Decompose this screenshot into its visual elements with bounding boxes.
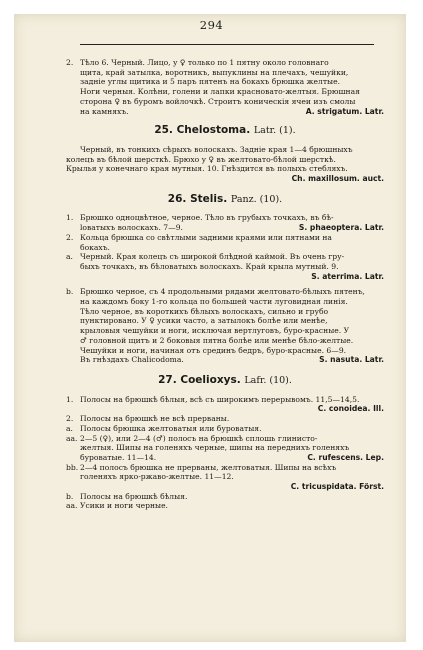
text-line: Въ гнѣздахъ Chalicodoma. bbox=[80, 355, 184, 365]
entry-coelioxys-a bbox=[66, 424, 384, 434]
section-heading-stelis bbox=[66, 192, 384, 205]
entry-number: 1. bbox=[66, 213, 74, 223]
genus-authority: Latr. (1). bbox=[253, 125, 296, 137]
entry-number: aa. bbox=[66, 433, 78, 443]
genus-authority: Panz. (10). bbox=[230, 193, 283, 205]
entry-stelis-2 bbox=[66, 233, 384, 252]
text-line: loватыхъ волоскахъ. 7—9. bbox=[80, 223, 183, 233]
section-number: 26. bbox=[167, 192, 187, 205]
entry-stelis-1 bbox=[66, 213, 384, 232]
text-line: на камняхъ. bbox=[80, 106, 129, 116]
text-line: Полосы на брюшкѣ не всѣ прерваны. bbox=[80, 414, 230, 424]
text-line: Кольца брюшка со свѣтлыми задними краями или пятнами на bbox=[80, 232, 332, 242]
entry-coelioxys-bb bbox=[66, 463, 384, 492]
text-line: Черный, въ тонкихъ сѣрыхъ волоскахъ. Заднiе края 1—4 брюшныхъ bbox=[80, 144, 353, 154]
header-rule bbox=[80, 44, 374, 45]
page-content bbox=[66, 58, 384, 511]
text-line: 2—5 (♀), или 2—4 (♂) полосъ на брюшкѣ сплошь глинисто- bbox=[80, 433, 318, 443]
text-line: Брюшко одноцвѣтное, черное. Тѣло въ грубыхъ точкахъ, въ бѣ- bbox=[80, 213, 334, 223]
entry-number: a. bbox=[66, 252, 73, 262]
text-line: Черный. Края колецъ съ широкой блѣдной каймой. Въ очень гру- bbox=[80, 252, 345, 262]
entry-stelis-a bbox=[66, 252, 384, 281]
text-line: буроватые. 11—14. bbox=[80, 452, 157, 462]
entry-number: a. bbox=[66, 423, 73, 433]
text-line: Крылья у конечнаго края мутныя. 10. Гнѣздится въ полыхъ стебляхъ. bbox=[66, 164, 348, 174]
text-line: на каждомъ боку 1-го кольца по большей части луговидная линiя. bbox=[80, 297, 348, 307]
text-line: пунктировано. У ♀ усики часто, а затылокъ болѣе или менѣе, bbox=[80, 316, 328, 326]
genus-name: Chelostoma. bbox=[176, 124, 251, 137]
text-line: Чешуйки и ноги, начиная отъ срединъ бедръ, буро-красные. 6—9. bbox=[80, 345, 347, 355]
species-name: S. aterrima. Latr. bbox=[311, 271, 384, 281]
text-line: крыловыя чешуйки и ноги, исключая вертлуговъ, буро-красные. У bbox=[80, 326, 350, 336]
text-line: сторона ♀ въ буромъ войлочкѣ. Строитъ коническiя ячеи изъ смолы bbox=[80, 96, 356, 106]
entry-number: b. bbox=[66, 491, 74, 501]
entry-coelioxys-2 bbox=[66, 414, 384, 424]
entry-coelioxys-aa-2 bbox=[66, 501, 384, 511]
chelostoma-description bbox=[66, 145, 384, 174]
entry-coelioxys-b bbox=[66, 492, 384, 502]
entry-number: bb. bbox=[66, 462, 79, 472]
entry-coelioxys-aa bbox=[66, 434, 384, 463]
text-line: ♂ головной щитъ и 2 боковыя пятна болѣе или менѣе бѣло-желтые. bbox=[80, 335, 354, 345]
entry-coelioxys-1 bbox=[66, 395, 384, 414]
entry-number: 2. bbox=[66, 58, 74, 67]
page-number: 294 bbox=[199, 18, 224, 32]
genus-authority: Lafr. (10). bbox=[244, 374, 292, 386]
genus-name: Stelis. bbox=[190, 192, 228, 205]
entry-number: 1. bbox=[66, 394, 74, 404]
text-line: Тѣло 6. Черный. Лицо, у ♀ только по 1 пятну около головнаго bbox=[80, 58, 329, 67]
species-name: S. phaeoptera. Latr. bbox=[298, 223, 384, 233]
entry-number: 2. bbox=[66, 232, 74, 242]
species-name: S. nasuta. Latr. bbox=[319, 355, 384, 365]
section-number: 25. bbox=[154, 124, 173, 137]
text-line: Тѣло черное, въ короткихъ бѣлыхъ волоскахъ, сильно и грубо bbox=[80, 306, 329, 316]
text-line: Брюшко черное, съ 4 продольными рядами желтовато-бѣлыхъ пятенъ, bbox=[80, 287, 365, 297]
species-name: A. strigatum. Latr. bbox=[305, 106, 384, 116]
species-name: Ch. maxillosum. auct. bbox=[291, 174, 384, 184]
text-line: Полосы на брюшкѣ бѣлыя, всѣ съ широкимъ перерывомъ. 11,5—14,5. bbox=[80, 394, 360, 404]
entry-number: aa. bbox=[66, 501, 78, 511]
text-line: щита, край затылка, воротникъ, выпуклины на плечахъ, чешуйки, bbox=[80, 67, 349, 77]
text-line: колецъ въ бѣлой шерсткѣ. Брюхо у ♀ въ желтовато-бѣлой шерсткѣ. bbox=[66, 154, 336, 164]
species-name: C. rufescens. Lep. bbox=[307, 452, 384, 462]
entry-number: b. bbox=[66, 287, 74, 297]
text-line: Полосы брюшка желтоватыя или буроватыя. bbox=[80, 423, 262, 433]
text-line: Усики и ноги черные. bbox=[80, 501, 168, 511]
entry-anthidium-2 bbox=[66, 58, 384, 116]
text-line: желтыя. Шипы на голеняхъ черные, шипы на переднихъ голеняхъ bbox=[80, 443, 350, 453]
section-heading-coelioxys bbox=[66, 373, 384, 386]
species-name: C. conoidea. Ill. bbox=[317, 404, 384, 414]
text-line: Полосы на брюшкѣ бѣлыя. bbox=[80, 491, 188, 501]
section-heading-chelostoma bbox=[66, 126, 384, 136]
text-line: голеняхъ ярко-ржаво-желтые. 11—12. bbox=[80, 472, 234, 482]
species-name: C. tricuspidata. Först. bbox=[290, 482, 384, 492]
text-line: бокахъ. bbox=[80, 242, 110, 252]
text-line: быхъ точкахъ, въ бѣловатыхъ волоскахъ. Край крыла мутный. 9. bbox=[80, 261, 339, 271]
text-line: Ноги черныя. Колѣни, голени и лапки красновато-желтыя. Брюшная bbox=[80, 87, 360, 97]
entry-number: 2. bbox=[66, 414, 74, 424]
genus-name: Coelioxys. bbox=[180, 373, 241, 386]
section-number: 27. bbox=[158, 373, 177, 386]
entry-stelis-b bbox=[66, 287, 384, 365]
text-line: 2—4 полосъ брюшка не прерваны, желтоватыя. Шипы на всѣхъ bbox=[80, 462, 337, 472]
text-line: заднiе углы щитика и 5 паръ пятенъ на бокахъ брюшка желтые. bbox=[80, 77, 341, 87]
